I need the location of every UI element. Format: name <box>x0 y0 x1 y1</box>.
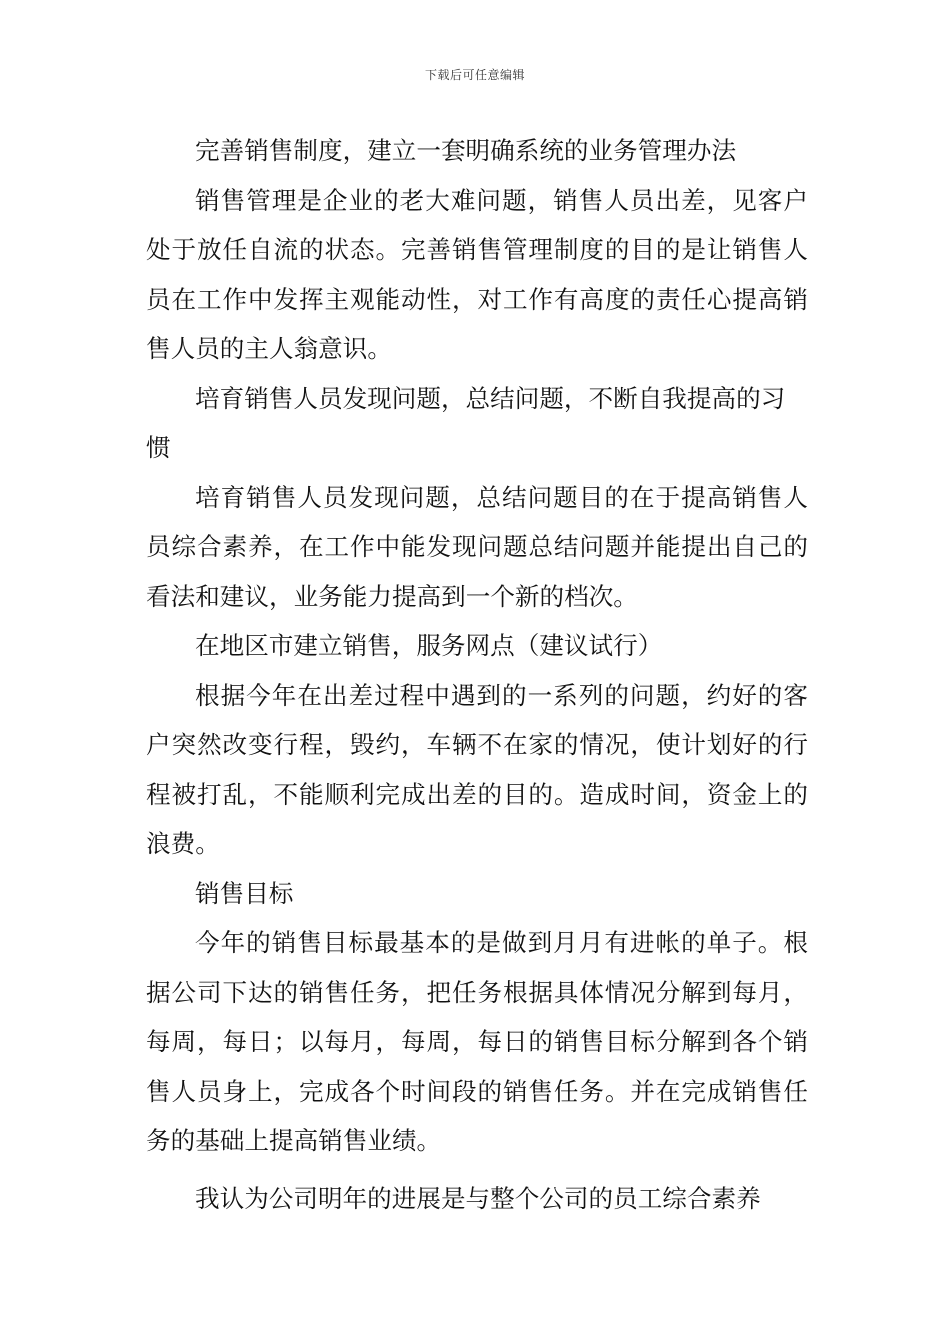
paragraph: 销售管理是企业的老大难问题，销售人员出差，见客户处于放任自流的状态。完善销售管理制度的目的是让销售人员在工作中发挥主观能动性，对工作有高度的责任心提高销售人员的主人翁意识。 <box>146 185 808 363</box>
paragraph: 根据今年在出差过程中遇到的一系列的问题，约好的客户突然改变行程，毁约，车辆不在家的情况，使计划好的行程被打乱，不能顺利完成出差的目的。造成时间，资金上的浪费。 <box>146 680 808 858</box>
paragraph: 培育销售人员发现问题，总结问题目的在于提高销售人员综合素养，在工作中能发现问题总结问题并能提出自己的看法和建议，业务能力提高到一个新的档次。 <box>146 482 808 611</box>
section-heading: 完善销售制度，建立一套明确系统的业务管理办法 <box>195 136 737 165</box>
document-body <box>146 126 808 1223</box>
page-header: 下载后可任意编辑 <box>424 68 525 82</box>
section-heading: 销售目标 <box>195 878 294 908</box>
paragraph: 我认为公司明年的进展是与整个公司的员工综合素养 <box>195 1183 761 1213</box>
paragraph: 今年的销售目标最基本的是做到月月有进帐的单子。根据公司下达的销售任务，把任务根据具体情况分解到每月，每周，每日；以每月，每周，每日的销售目标分解到各个销售人员身上，完成各个时间段的销售任务。并在完成销售任务的基础上提高销售业绩。 <box>146 928 808 1155</box>
section-heading: 培育销售人员发现问题，总结问题，不断自我提高的习惯 <box>146 383 786 462</box>
section-heading: 在地区市建立销售，服务网点（建议试行） <box>195 631 663 660</box>
